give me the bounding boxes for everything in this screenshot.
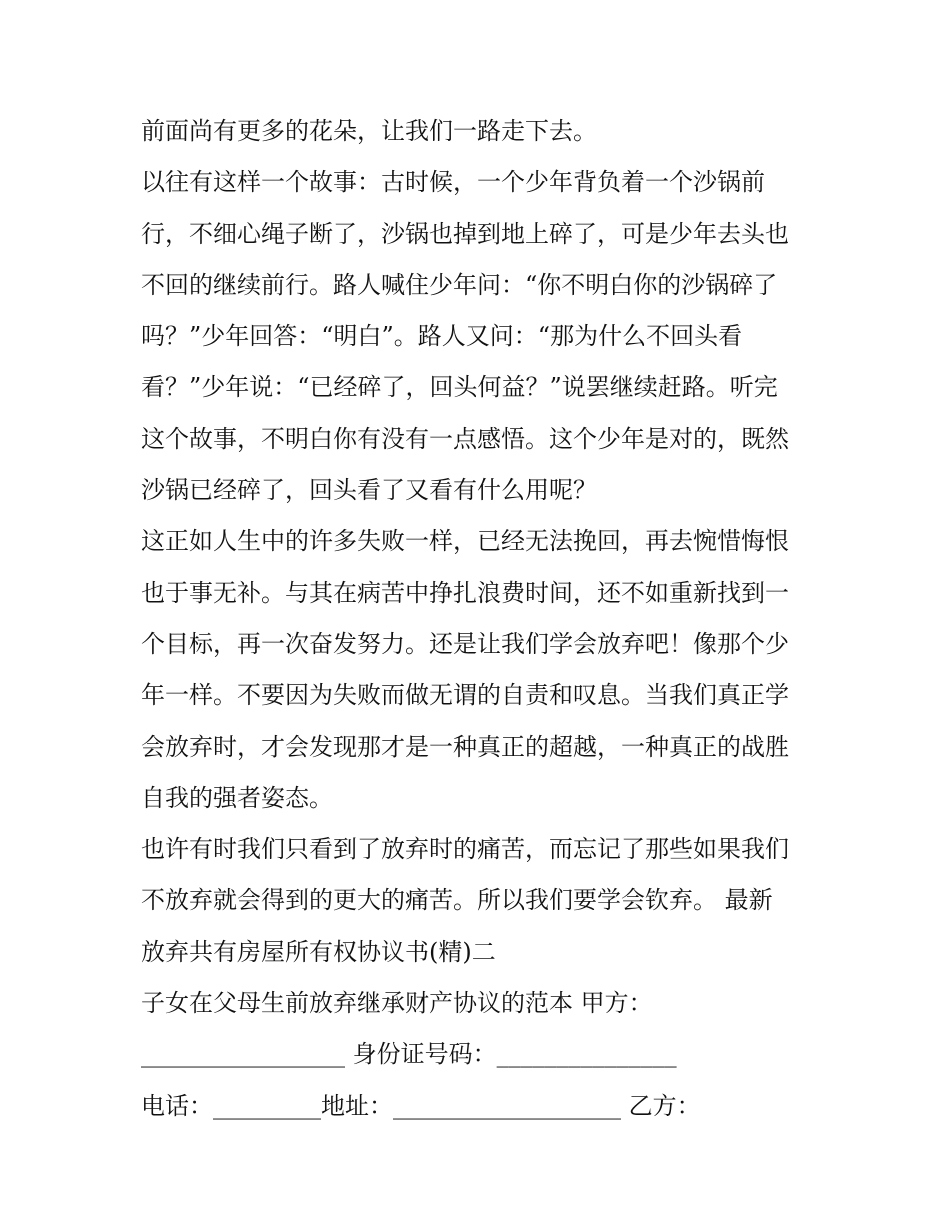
- text-line: 不回的继续前行。路人喊住少年问：“你不明白你的沙锅碎了: [141, 270, 778, 299]
- text-line: 吗？”少年回答：“明白”。路人又问：“那为什么不回头看: [141, 322, 743, 351]
- text-line: 个目标，再一次奋发努力。还是让我们学会放弃吧！像那个少: [141, 629, 789, 658]
- text-line: 也于事无补。与其在病苦中挣扎浪费时间，还不如重新找到一: [141, 578, 789, 607]
- text-line: 年一样。不要因为失败而做无谓的自责和叹息。当我们真正学: [141, 681, 789, 710]
- text-line: 这正如人生中的许多失败一样，已经无法挽回，再去惋惜悔恨: [141, 527, 789, 556]
- text-line: 前面尚有更多的花朵，让我们一路走下去。: [141, 117, 597, 145]
- document-body: [141, 106, 831, 1132]
- text-line: 不放弃就会得到的更大的痛苦。所以我们要学会钦弃。 最新: [141, 886, 773, 915]
- text-line: 这个故事，不明白你有没有一点感悟。这个少年是对的，既然: [141, 424, 789, 453]
- form-line-phone-address: 电话：_________地址：___________________ 乙方：: [141, 1091, 701, 1120]
- text-line: 行，不细心绳子断了，沙锅也掉到地上碎了，可是少年去头也: [141, 219, 789, 248]
- text-line: 也许有时我们只看到了放弃时的痛苦，而忘记了那些如果我们: [141, 835, 789, 864]
- text-line: 子女在父母生前放弃继承财产协议的范本 甲方：: [141, 989, 653, 1018]
- section-heading: 放弃共有房屋所有权协议书(精)二: [141, 937, 496, 966]
- text-line: 以往有这样一个故事：古时候，一个少年背负着一个沙锅前: [141, 168, 765, 197]
- text-line: 看？”少年说：“已经碎了，回头何益？”说罢继续赶路。听完: [141, 373, 778, 402]
- form-line-id-number: _________________ 身份证号码：_______________: [141, 1040, 677, 1069]
- text-line: 会放弃时，才会发现那才是一种真正的超越，一种真正的战胜: [141, 732, 789, 761]
- text-line: 自我的强者姿态。: [141, 783, 333, 812]
- text-line: 沙锅已经碎了，回头看了又看有什么用呢？: [141, 476, 597, 505]
